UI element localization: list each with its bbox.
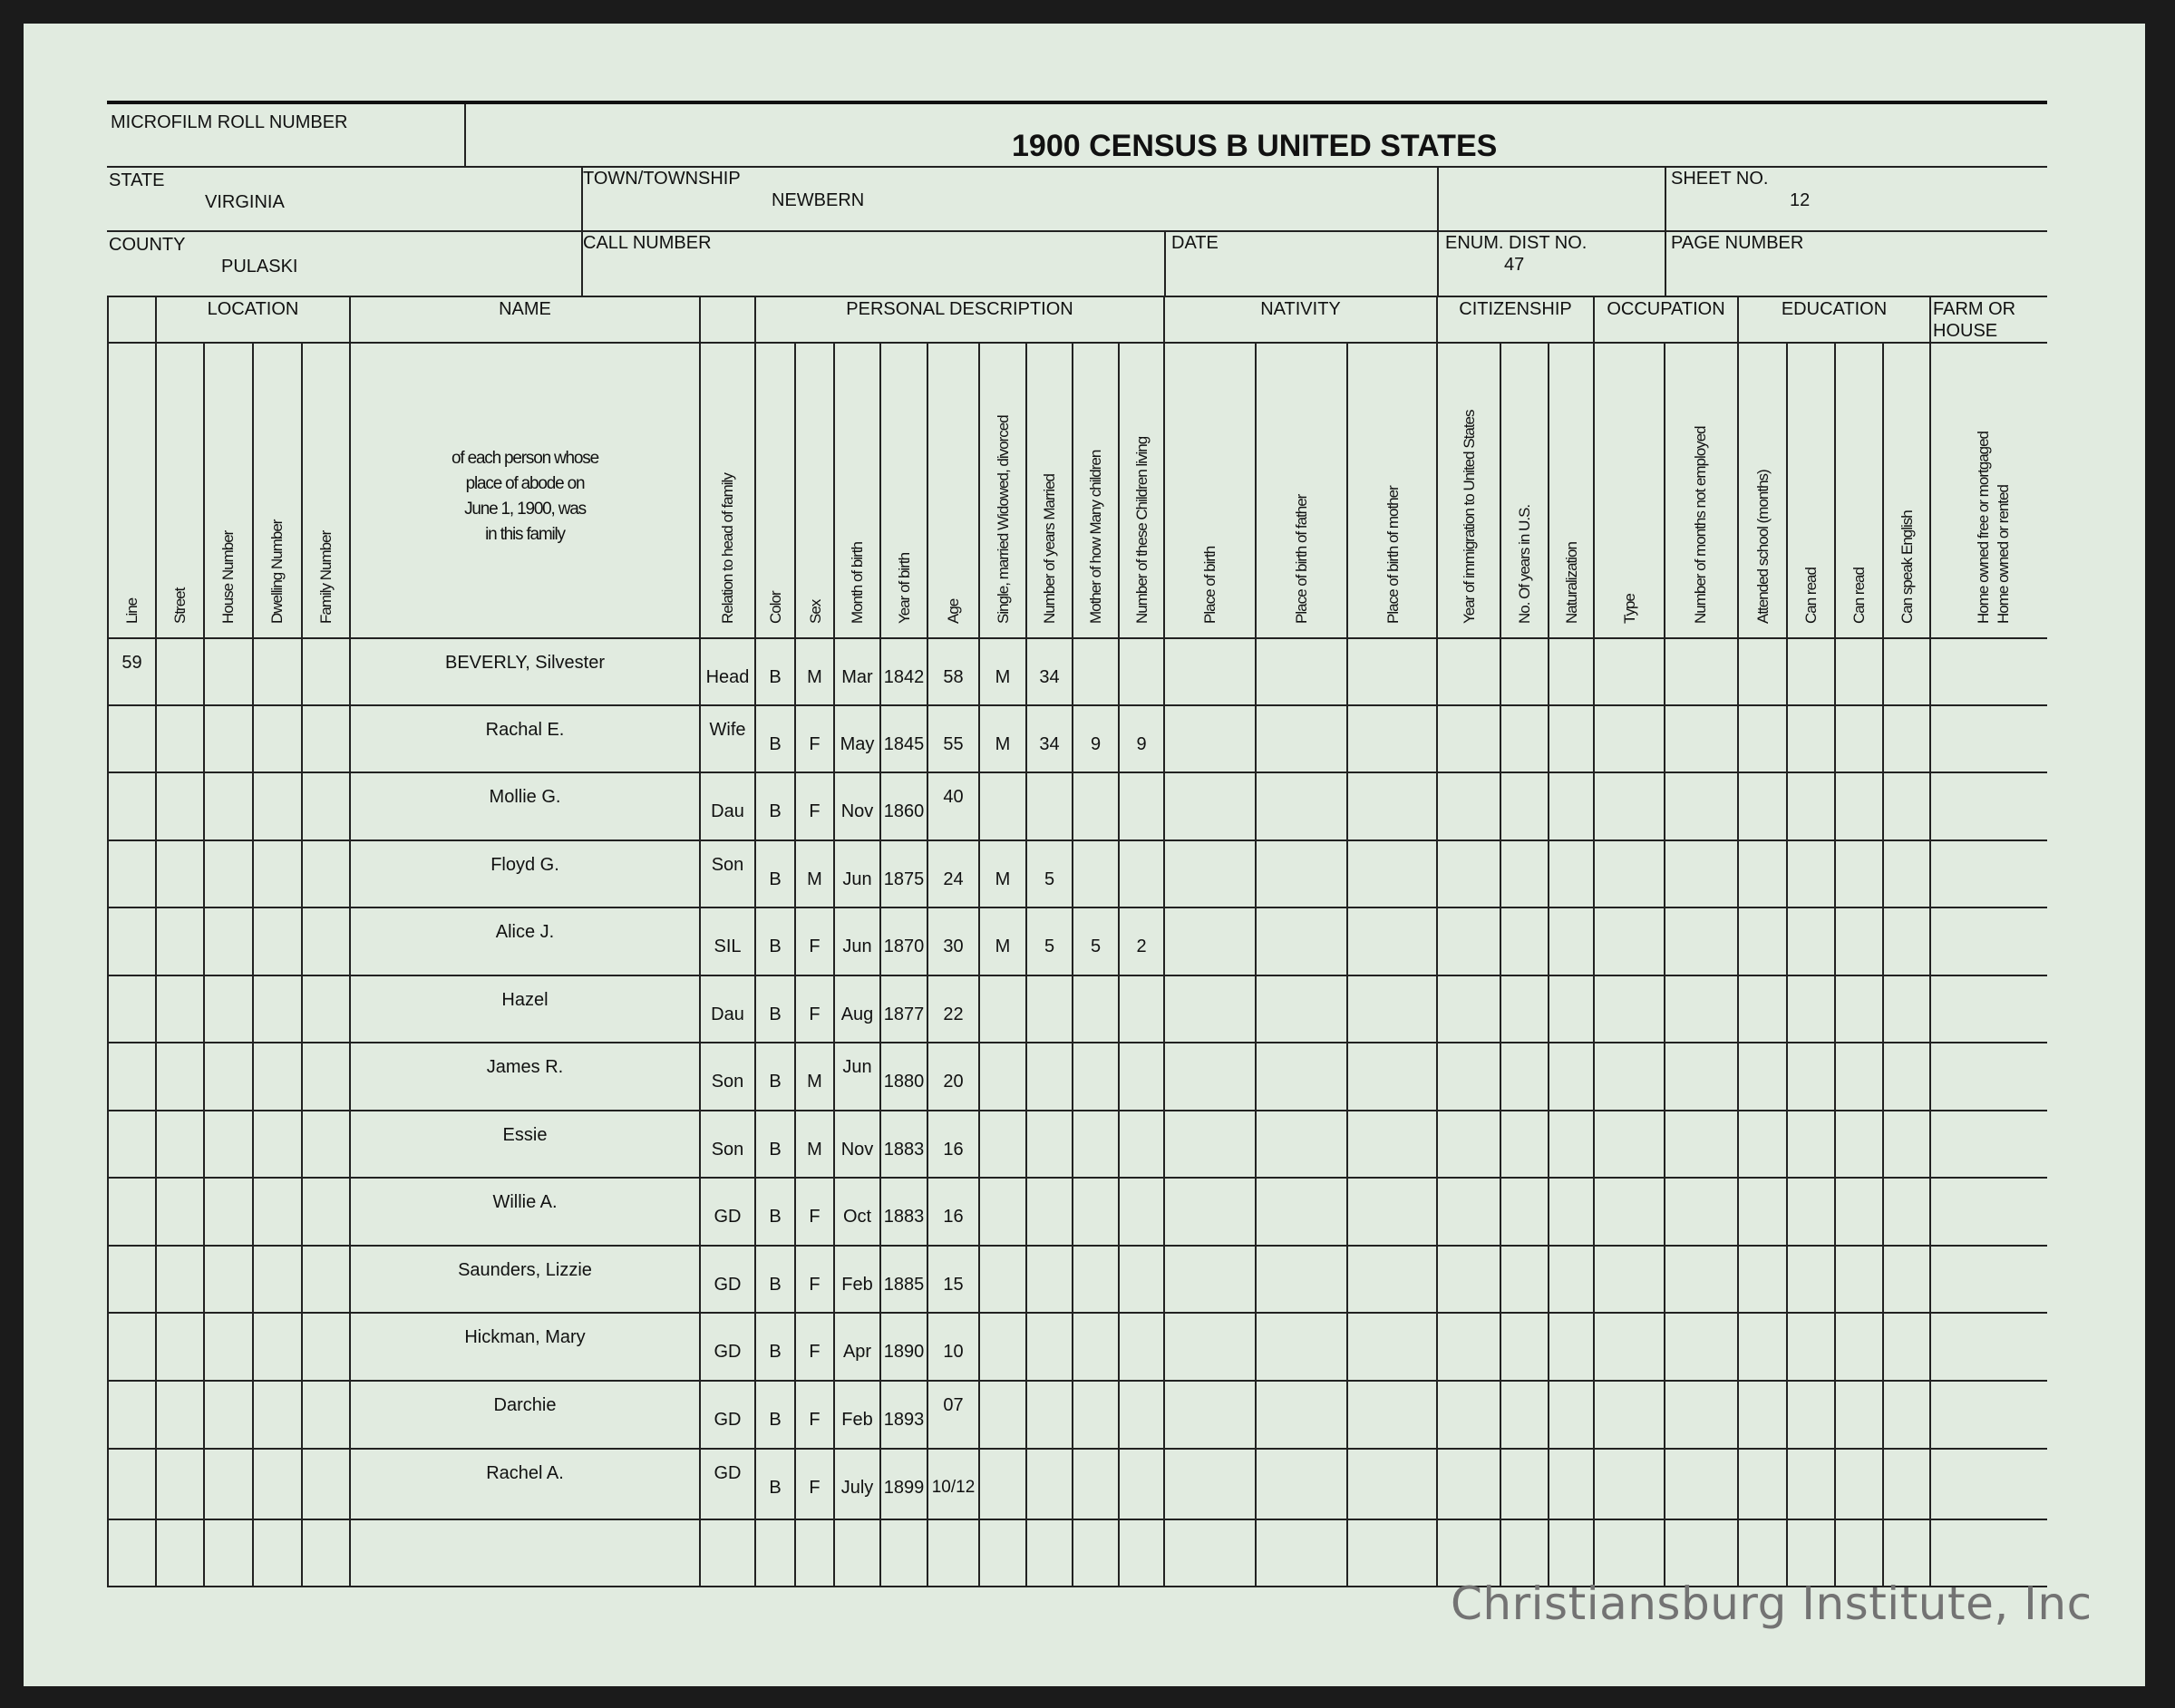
sex-cell: F	[809, 1478, 820, 1498]
col-can-write-header: Can read	[1850, 568, 1868, 624]
person-name-cell: BEVERLY, Silvester	[444, 653, 605, 673]
sex-cell: F	[809, 801, 820, 821]
town-value: NEWBERN	[772, 190, 865, 210]
col-age-header: Age	[945, 598, 962, 624]
relation-cell: Dau	[711, 1004, 744, 1024]
col-father-birthplace-header: Place of birth of father	[1293, 494, 1310, 624]
sex-cell: F	[809, 1410, 820, 1430]
color-cell: B	[769, 1207, 782, 1227]
person-name-cell: Rachal E.	[485, 720, 565, 740]
col-speak-english-header: Can speak English	[1898, 510, 1916, 624]
sex-cell: M	[807, 869, 822, 889]
years-married-cell: 5	[1044, 869, 1055, 889]
sex-cell: M	[807, 1072, 822, 1092]
birth-year-cell: 1885	[883, 1275, 925, 1295]
color-cell: B	[769, 1478, 782, 1498]
col-years-in-us-header: No. Of years in U.S.	[1516, 504, 1533, 624]
person-name-cell: Mollie G.	[489, 787, 561, 807]
col-home-owned-header: Home owned free or mortgaged	[1975, 431, 1992, 624]
person-name-cell: Alice J.	[495, 922, 555, 942]
date-label: DATE	[1171, 233, 1219, 253]
birth-year-cell: 1883	[883, 1140, 925, 1160]
age-cell: 10	[943, 1342, 964, 1362]
sex-cell: F	[809, 936, 820, 956]
age-cell: 24	[943, 869, 964, 889]
relation-cell: Wife	[709, 720, 746, 740]
birth-year-cell: 1845	[883, 734, 925, 754]
col-children-living-header: Number of these Children living	[1133, 436, 1151, 624]
birth-year-cell: 1875	[883, 869, 925, 889]
age-cell: 20	[943, 1072, 964, 1092]
sex-cell: M	[807, 667, 822, 687]
person-name-cell: Rachel A.	[486, 1463, 564, 1483]
col-street-header: Street	[171, 587, 189, 624]
color-cell: B	[769, 801, 782, 821]
birth-month-cell: Jun	[842, 936, 872, 956]
birth-year-cell: 1860	[883, 801, 925, 821]
birth-month-cell: Aug	[840, 1004, 874, 1024]
birth-year-cell: 1877	[883, 1004, 925, 1024]
col-color-header: Color	[767, 591, 784, 624]
col-month-of-birth-header: Month of birth	[849, 542, 866, 624]
birth-month-cell: Apr	[842, 1342, 872, 1362]
col-immigration-year-header: Year of immigration to United States	[1461, 410, 1478, 624]
group-location: LOCATION	[207, 299, 299, 319]
group-farm-or-house	[1933, 298, 2015, 342]
person-name-cell: Hickman, Mary	[464, 1327, 586, 1347]
person-name-cell: Floyd G.	[490, 855, 559, 875]
marital-status-cell: M	[995, 936, 1011, 956]
state-value: VIRGINIA	[205, 192, 285, 212]
person-name-cell: Darchie	[493, 1395, 557, 1415]
birth-month-cell: May	[840, 734, 875, 754]
color-cell: B	[769, 734, 782, 754]
relation-cell: GD	[714, 1207, 742, 1227]
color-cell: B	[769, 1410, 782, 1430]
birth-year-cell: 1899	[883, 1478, 925, 1498]
col-marital-status-header: Single, married Widowed, divorced	[995, 415, 1012, 624]
state-label: STATE	[109, 170, 165, 190]
birth-month-cell: Oct	[842, 1207, 872, 1227]
col-occupation-type-header: Type	[1621, 594, 1638, 624]
birth-year-cell: 1880	[883, 1072, 925, 1092]
col-home-rented-header: Home owned or rented	[1995, 485, 2012, 624]
col-can-read-header: Can read	[1802, 568, 1820, 624]
person-name-cell: Hazel	[501, 990, 549, 1010]
age-cell: 07	[943, 1395, 964, 1415]
children-born-cell: 5	[1090, 936, 1102, 956]
col-line-header: Line	[123, 597, 141, 624]
enum-dist-value: 47	[1504, 255, 1525, 275]
birth-year-cell: 1893	[883, 1410, 925, 1430]
marital-status-cell: M	[995, 667, 1011, 687]
color-cell: B	[769, 869, 782, 889]
marital-status-cell: M	[995, 734, 1011, 754]
col-relation-header: Relation to head of family	[719, 473, 736, 624]
person-name-cell: Saunders, Lizzie	[458, 1260, 592, 1280]
person-name-cell: James R.	[486, 1057, 564, 1077]
birth-month-cell: July	[840, 1478, 874, 1498]
birth-year-cell: 1890	[883, 1342, 925, 1362]
col-house-number-header: House Number	[219, 530, 237, 624]
group-citizenship: CITIZENSHIP	[1459, 299, 1572, 319]
age-cell: 55	[943, 734, 964, 754]
county-label: COUNTY	[109, 235, 186, 255]
birth-year-cell: 1842	[883, 667, 925, 687]
group-nativity: NATIVITY	[1260, 299, 1341, 319]
birth-month-cell: Jun	[842, 1057, 872, 1077]
col-name-description: of each person whose place of abode on June 1, 1900, was in this family	[452, 449, 598, 544]
sheet-no-label: SHEET NO.	[1671, 169, 1769, 189]
birth-month-cell: Jun	[842, 869, 872, 889]
page-number-label: PAGE NUMBER	[1671, 233, 1804, 253]
sex-cell: F	[809, 1275, 820, 1295]
relation-cell: Dau	[711, 801, 744, 821]
relation-cell: GD	[714, 1410, 742, 1430]
col-months-unemployed-header: Number of months not employed	[1692, 426, 1709, 624]
age-cell: 16	[943, 1140, 964, 1160]
birth-year-cell: 1883	[883, 1207, 925, 1227]
person-name-cell: Willie A.	[492, 1192, 558, 1212]
sex-cell: F	[809, 1342, 820, 1362]
age-cell: 22	[943, 1004, 964, 1024]
children-living-cell: 9	[1136, 734, 1147, 754]
town-label: TOWN/TOWNSHIP	[583, 169, 741, 189]
birth-month-cell: Feb	[841, 1410, 873, 1430]
col-attended-school-header: Attended school (months)	[1754, 470, 1772, 624]
relation-cell: Head	[705, 667, 750, 687]
sex-cell: F	[809, 1004, 820, 1024]
relation-cell: GD	[714, 1275, 742, 1295]
age-cell: 40	[943, 787, 964, 807]
microfilm-roll-label: MICROFILM ROLL NUMBER	[111, 112, 348, 132]
group-occupation: OCCUPATION	[1607, 299, 1725, 319]
sex-cell: F	[809, 734, 820, 754]
relation-cell: Son	[711, 855, 744, 875]
color-cell: B	[769, 936, 782, 956]
relation-cell: GD	[714, 1342, 742, 1362]
birth-month-cell: Nov	[840, 801, 874, 821]
age-cell: 10/12	[931, 1478, 976, 1497]
birth-month-cell: Feb	[841, 1275, 873, 1295]
age-cell: 58	[943, 667, 964, 687]
years-married-cell: 34	[1039, 734, 1060, 754]
line-number-cell: 59	[121, 653, 142, 673]
sheet-no-value: 12	[1790, 190, 1811, 210]
relation-cell: Son	[711, 1072, 744, 1092]
years-married-cell: 5	[1044, 936, 1055, 956]
house-label: HOUSE	[1933, 321, 1998, 341]
county-value: PULASKI	[221, 257, 298, 277]
watermark: Christiansburg Institute, Inc	[1451, 1577, 2092, 1630]
color-cell: B	[769, 667, 782, 687]
marital-status-cell: M	[995, 869, 1011, 889]
relation-cell: Son	[711, 1140, 744, 1160]
col-mother-birthplace-header: Place of birth of mother	[1384, 486, 1402, 624]
children-born-cell: 9	[1090, 734, 1102, 754]
col-years-married-header: Number of years Married	[1041, 473, 1058, 624]
birth-month-cell: Nov	[840, 1140, 874, 1160]
relation-cell: SIL	[714, 936, 742, 956]
sex-cell: F	[809, 1207, 820, 1227]
col-naturalization-header: Naturalization	[1563, 542, 1580, 624]
col-dwelling-number-header: Dwelling Number	[268, 519, 286, 624]
color-cell: B	[769, 1275, 782, 1295]
col-year-of-birth-header: Year of birth	[896, 552, 913, 624]
col-sex-header: Sex	[807, 599, 824, 624]
birth-year-cell: 1870	[883, 936, 925, 956]
relation-cell: GD	[714, 1463, 742, 1483]
age-cell: 16	[943, 1207, 964, 1227]
col-place-of-birth-header: Place of birth	[1201, 546, 1219, 624]
children-living-cell: 2	[1136, 936, 1147, 956]
years-married-cell: 34	[1039, 667, 1060, 687]
col-family-number-header: Family Number	[317, 530, 335, 624]
enum-dist-label: ENUM. DIST NO.	[1445, 233, 1588, 253]
color-cell: B	[769, 1072, 782, 1092]
form-title: 1900 CENSUS B UNITED STATES	[1012, 129, 1498, 163]
age-cell: 15	[943, 1275, 964, 1295]
birth-month-cell: Mar	[841, 667, 873, 687]
group-personal-description: PERSONAL DESCRIPTION	[846, 299, 1073, 319]
group-name: NAME	[499, 299, 551, 319]
farm-or-label: FARM OR	[1933, 299, 2016, 319]
sex-cell: M	[807, 1140, 822, 1160]
person-name-cell: Essie	[502, 1125, 548, 1145]
color-cell: B	[769, 1342, 782, 1362]
color-cell: B	[769, 1004, 782, 1024]
col-mother-of-children-header: Mother of how Many children	[1087, 450, 1104, 624]
group-education: EDUCATION	[1781, 299, 1888, 319]
color-cell: B	[769, 1140, 782, 1160]
age-cell: 30	[943, 936, 964, 956]
call-number-label: CALL NUMBER	[583, 233, 712, 253]
